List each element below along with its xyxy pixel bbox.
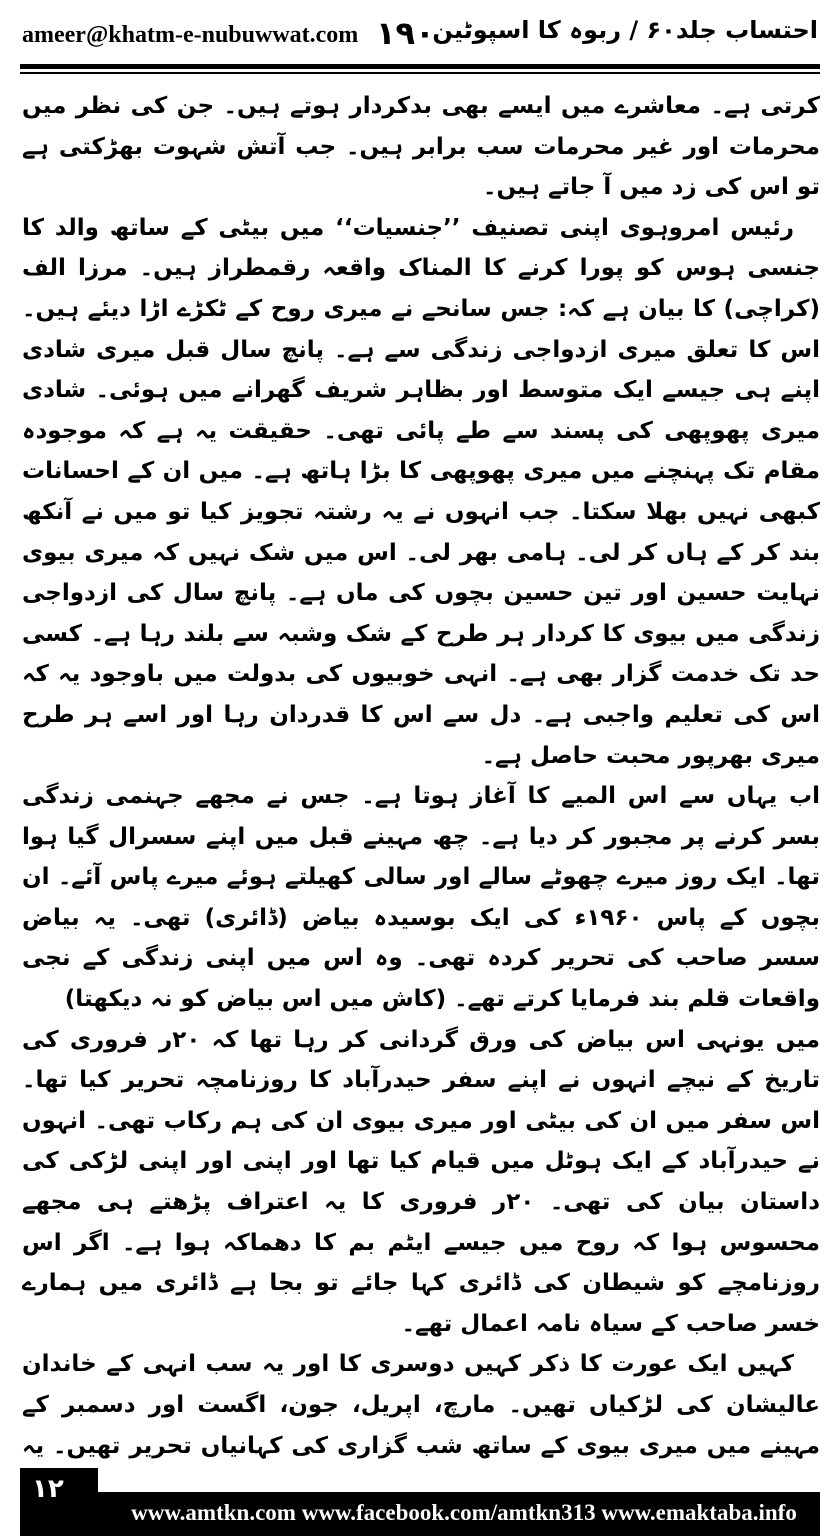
footer-page-number: ۱۲	[32, 1474, 64, 1504]
header-rule-thick	[20, 64, 820, 69]
paragraph: رئیس امروہوی اپنی تصنیف ’’جنسیات‘‘ میں بیٹی کے ساتھ والد کا جنسی ہوس کو پورا کرنے کا المناک واقعہ رقمطراز ہیں۔ مرزا الف (کراچی) کا بیان ہے کہ: جس سانحے نے میری روح کے ٹکڑے اڑا دیئے ہیں۔ اس کا تعلق میری ازدواجی زندگی سے ہے۔ پانچ سال قبل میری شادی اپنے ہی جیسے ایک متوسط اور بظاہر شریف گھرانے میں ہوئی۔ شادی میری پھوپھی کی پسند سے طے پائی تھی۔ حقیقت یہ ہے کہ موجودہ مقام تک پہنچنے میں میری پھوپھی کا بڑا ہاتھ ہے۔ میں ان کے احسانات کبھی نہیں بھلا سکتا۔ جب انہوں نے یہ رشتہ تجویز کیا تو میں نے آنکھ بند کر کے ہاں کر لی۔ ہامی بھر لی۔ اس میں شک نہیں کہ میری بیوی نہایت حسین اور تین حسین بچوں کی ماں ہے۔ پانچ سال کی ازدواجی زندگی میں بیوی کا کردار ہر طرح کے شک وشبہ سے بلند رہا ہے۔ کسی حد تک خدمت گزار بھی ہے۔ انہی خوبیوں کی بدولت میں باوجود یہ کہ اس کی تعلیم واجبی ہے۔ دل سے اس کا قدردان رہا اور اسے ہر طرح میری بھرپور محبت حاصل ہے۔	[22, 214, 820, 769]
page-header	[0, 0, 840, 60]
body-text	[22, 86, 820, 1464]
header-rule-thin	[20, 72, 820, 74]
paragraph: میں یونہی اس بیاض کی ورق گردانی کر رہا تھا کہ ۲۰ر فروری کی تاریخ کے نیچے انہوں نے اپنے سفر حیدرآباد کا روزنامچہ تحریر کیا تھا۔ اس سفر میں ان کی بیٹی اور میری بیوی ان کی ہم رکاب تھی۔ انہوں نے حیدرآباد کے ایک ہوٹل میں قیام کیا تھا اور اپنی اور اپنی لڑکی کی داستان بیان کی تھی۔ ۲۰ر فروری کا یہ اعتراف پڑھتے ہی مجھے محسوس ہوا کہ روح میں جیسے ایٹم بم کا دھماکہ ہوا ہے۔ اگر اس روزنامچے کو شیطان کی ڈائری کہا جائے تو بجا ہے ڈائری میں ہمارے خسر صاحب کے سیاہ نامہ اعمال تھے۔	[22, 1026, 820, 1337]
paragraph: کہیں ایک عورت کا ذکر کہیں دوسری کا اور یہ سب انہی کے خاندان عالیشان کی لڑکیاں تھیں۔ مارچ، اپریل، جون، اگست اور دسمبر کے مہینے میں میری بیوی کے ساتھ شب گزاری کی کہانیاں تحریر تھیں۔ یہ	[22, 1351, 820, 1459]
running-title: احتساب جلد۶۰ / ربوہ کا اسپوٹین	[432, 16, 818, 44]
paragraph: کرتی ہے۔ معاشرے میں ایسے بھی بدکردار ہوتے ہیں۔ جن کی نظر میں محرمات اور غیر محرمات سب برابر ہیں۔ جب آتش شہوت بھڑکتی ہے تو اس کی زد میں آ جاتے ہیں۔	[22, 93, 820, 201]
paragraph: اب یہاں سے اس المیے کا آغاز ہوتا ہے۔ جس نے مجھے جہنمی زندگی بسر کرنے پر مجبور کر دیا ہے۔ چھ مہینے قبل میں اپنے سسرال گیا ہوا تھا۔ ایک روز میرے چھوٹے سالے اور سالی کھیلتے ہوئے میرے پاس آئے۔ ان بچوں کے پاس ۱۹۶۰ء کی ایک بوسیدہ بیاض (ڈائری) تھی۔ یہ بیاض سسر صاحب کی تحریر کردہ تھی۔ وہ اس میں اپنی زندگی کے نجی واقعات قلم بند فرمایا کرتے تھے۔ (کاش میں اس بیاض کو نہ دیکھتا)	[22, 783, 820, 1013]
footer-urls: www.amtkn.com www.facebook.com/amtkn313 www.emaktaba.info	[131, 1500, 797, 1525]
header-email: ameer@khatm-e-nubuwwat.com	[22, 22, 359, 48]
header-page-number: ۱۹۰	[376, 14, 435, 52]
